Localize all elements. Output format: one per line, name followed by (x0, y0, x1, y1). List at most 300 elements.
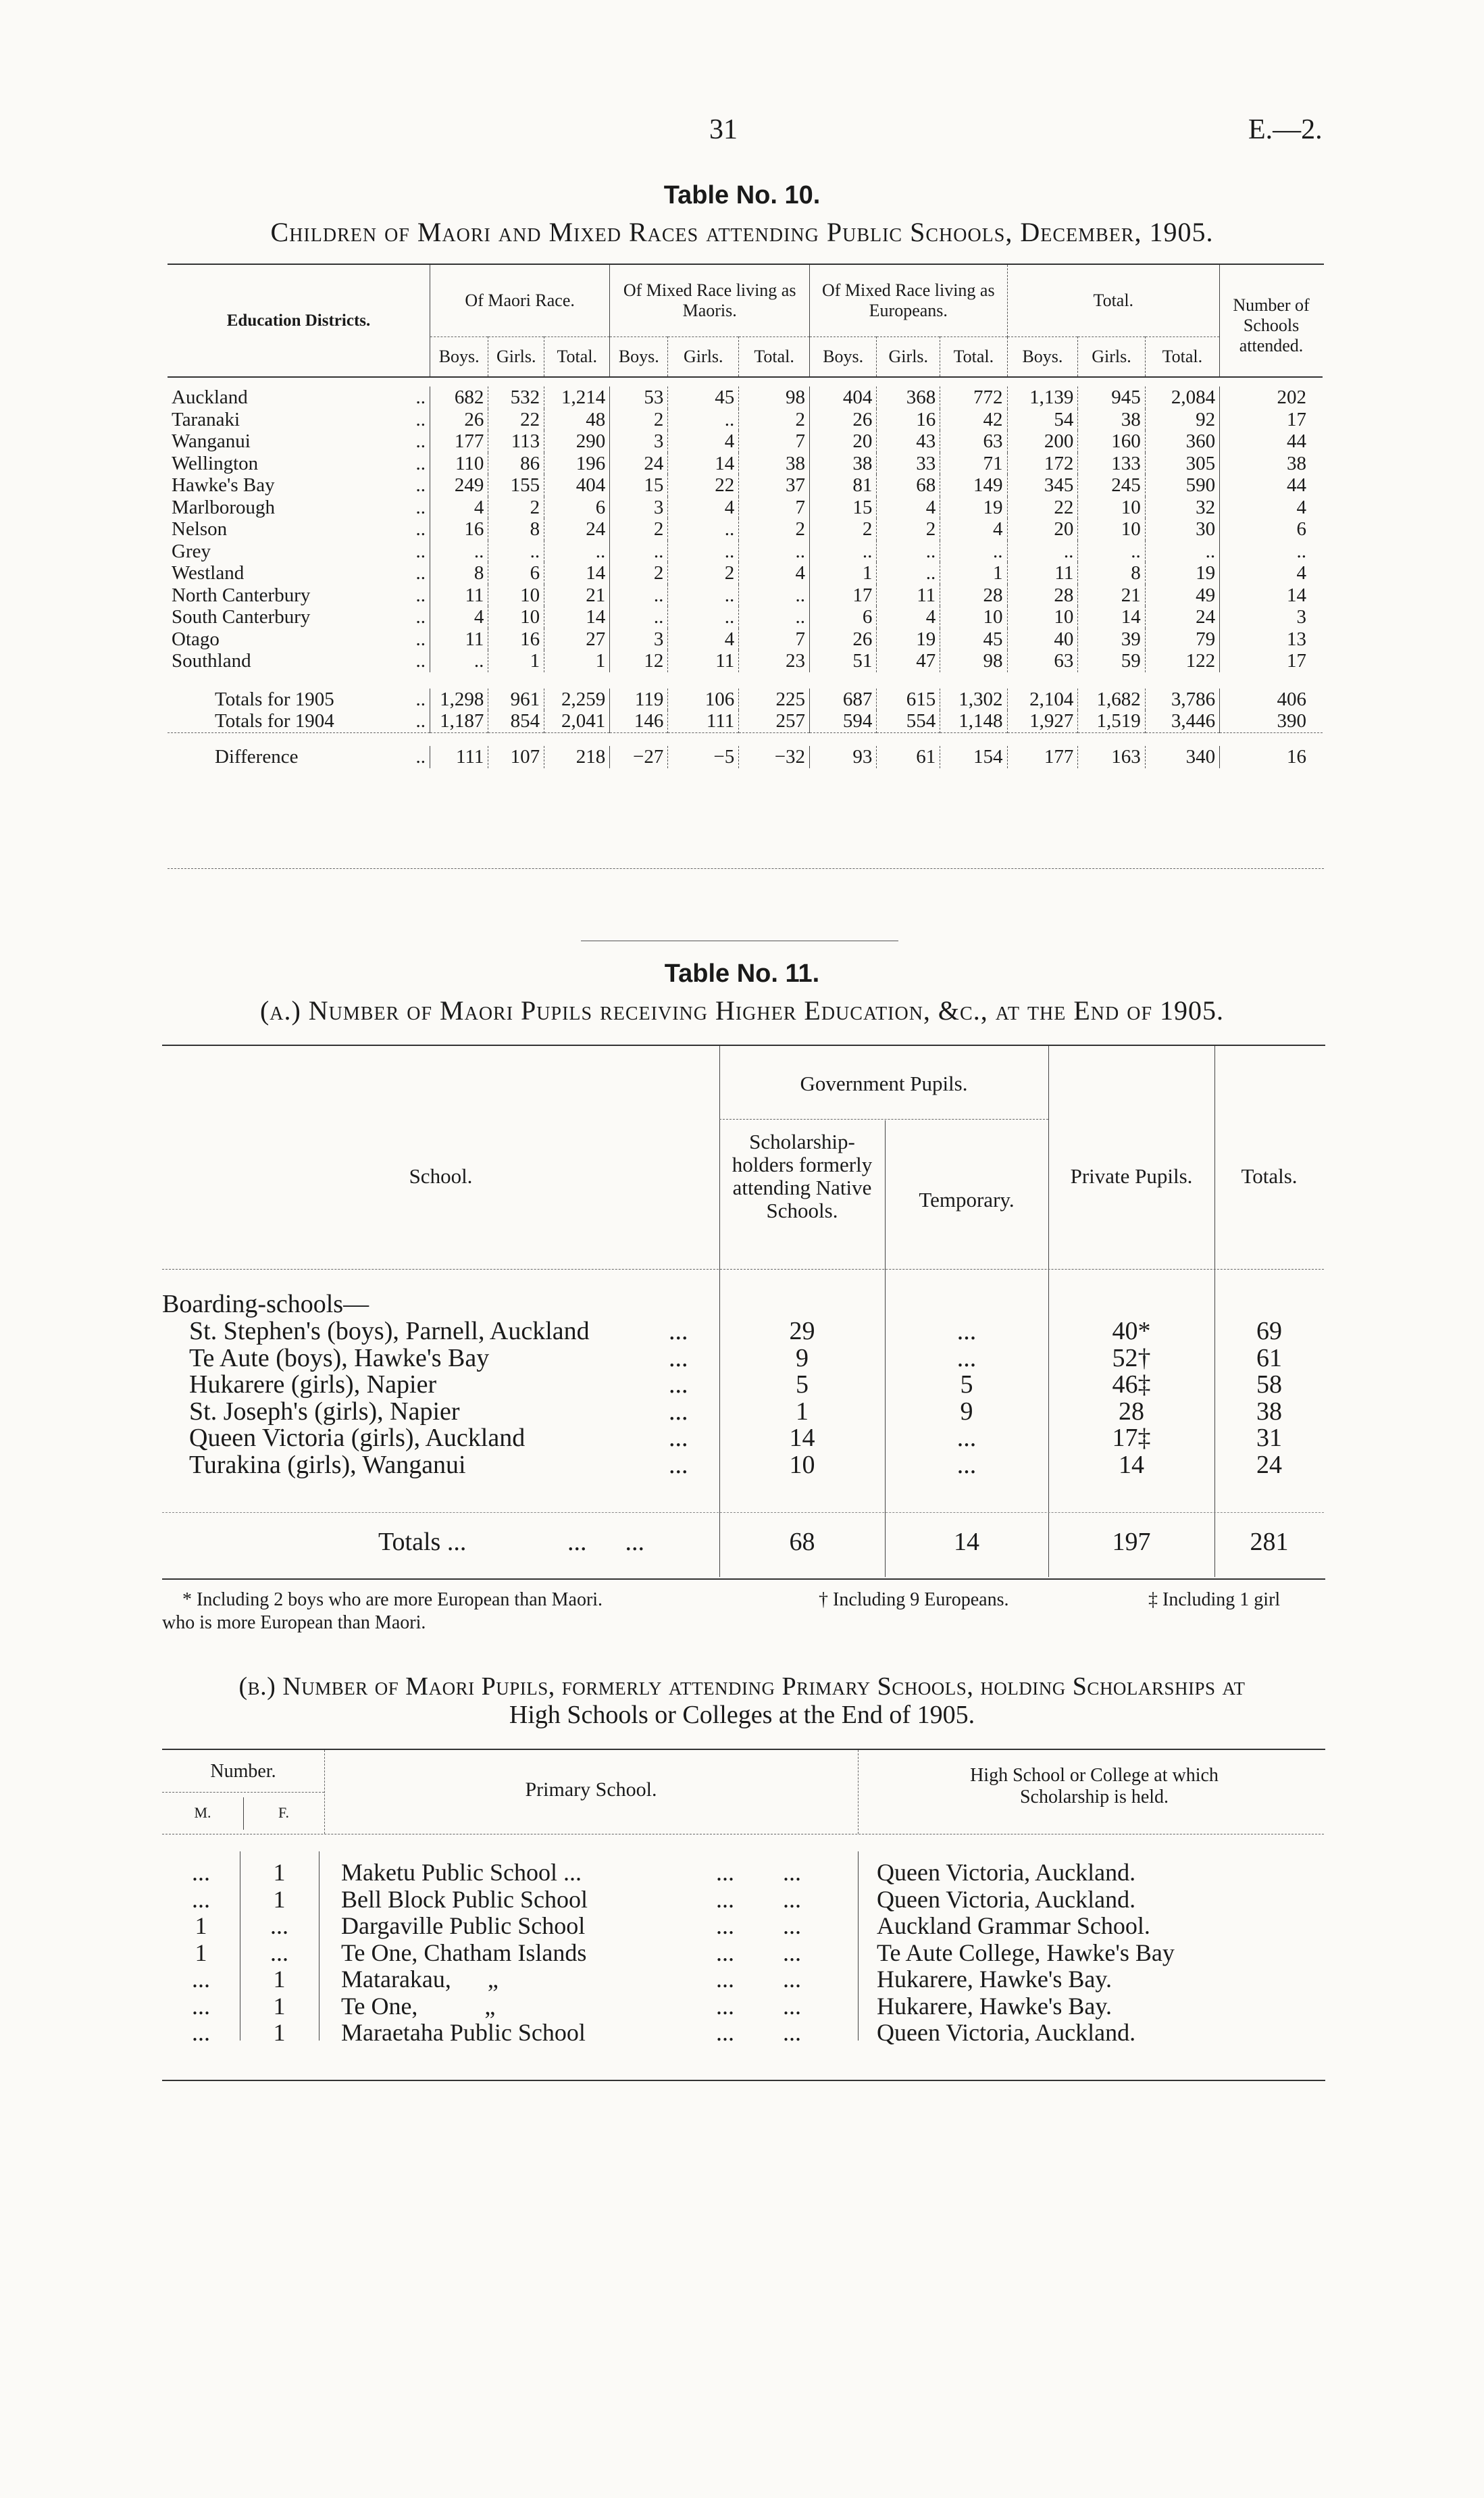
cell: 7 (739, 430, 810, 453)
school-name: Turakina (girls), Wanganui (189, 1450, 466, 1479)
leader-dots: ... ... (716, 1859, 801, 1886)
cell: 11 (1007, 562, 1078, 584)
cell: 1,298 (430, 689, 488, 711)
cell: 345 (1007, 474, 1078, 497)
leader-dots: .. (415, 452, 426, 474)
total-schol: 68 (789, 1528, 815, 1556)
cell: 38 (810, 453, 877, 475)
row-total: 24 (1256, 1450, 1282, 1479)
cell: 27 (544, 628, 610, 651)
cell: 26 (810, 628, 877, 651)
table10-title: Table No. 10. (663, 181, 821, 209)
cell: 3 (610, 628, 668, 651)
cell: 290 (544, 430, 610, 453)
primary-school: Te One, „ (341, 1992, 496, 2020)
totals-label: Totals ... (378, 1528, 467, 1556)
total-private: 197 (1112, 1528, 1151, 1556)
cell: 22 (1007, 497, 1078, 519)
cell: 687 (810, 689, 877, 711)
cell: 24 (1145, 606, 1219, 628)
cell: 119 (610, 689, 668, 711)
cell: 1 (544, 650, 610, 672)
district-row (168, 453, 1323, 475)
cell: .. (430, 541, 488, 563)
leader-dots: ... ... (716, 2019, 801, 2046)
leader-dots: ... (669, 1317, 688, 1345)
temporary-count: ... (956, 1317, 977, 1345)
district-row (168, 497, 1323, 519)
boarding-school-row (162, 1343, 1324, 1370)
cell: 390 (1220, 710, 1323, 732)
totals-dots: ... ... (567, 1528, 644, 1556)
table11-title: Table No. 11. (664, 959, 820, 988)
cell: 196 (544, 453, 610, 475)
table11-subtitle-b2: High Schools or Colleges at the End of 1905. (509, 1701, 975, 1729)
high-school: Hukarere, Hawke's Bay. (877, 1966, 1112, 1993)
district-name: Difference (215, 746, 299, 768)
cell: 8 (430, 562, 488, 584)
cell: 63 (1007, 650, 1078, 672)
subcol-2-2: Total. (940, 336, 1007, 377)
cell: 16 (877, 409, 940, 431)
col-private: Private Pupils. (1070, 1164, 1193, 1188)
district-name: Hawke's Bay (172, 474, 275, 496)
cell: 12 (610, 650, 668, 672)
cell: 594 (810, 710, 877, 732)
cell: 26 (430, 409, 488, 431)
cell: .. (610, 606, 668, 628)
cell: 63 (940, 430, 1007, 453)
cell: 38 (1220, 453, 1323, 475)
row-total: 31 (1256, 1424, 1282, 1452)
row-total: 61 (1256, 1343, 1282, 1372)
col-scholarship: Scholarship-holders formerly attending Native Schools. (732, 1130, 873, 1222)
cell: 17 (1220, 409, 1323, 431)
cell: 11 (430, 628, 488, 651)
leader-dots: .. (415, 650, 426, 672)
district-name: Otago (172, 628, 220, 650)
cell: 44 (1220, 430, 1323, 453)
cell: 6 (810, 606, 877, 628)
scholarship-row (162, 1912, 1324, 1939)
col-f: F. (278, 1804, 289, 1821)
cell: 7 (739, 628, 810, 651)
cell: 1 (810, 562, 877, 584)
cell: 98 (739, 386, 810, 409)
cell: 19 (877, 628, 940, 651)
private-count: 14 (1119, 1450, 1144, 1479)
cell: 3,446 (1145, 710, 1219, 732)
cell: 2 (668, 562, 739, 584)
cell: 2,084 (1145, 386, 1219, 409)
cell: 1,187 (430, 710, 488, 732)
leader-dots: .. (415, 496, 426, 518)
cell: 14 (544, 562, 610, 584)
footnote-3b: who is more European than Maori. (162, 1612, 426, 1633)
cell: 86 (488, 453, 544, 475)
cell: 2,259 (544, 689, 610, 711)
scholarship-count: 1 (796, 1397, 809, 1426)
cell: 61 (877, 746, 940, 768)
cell: 4 (430, 606, 488, 628)
private-count: 46‡ (1112, 1370, 1151, 1399)
subcol-0-1: Girls. (488, 336, 544, 377)
cell: 172 (1007, 453, 1078, 475)
row-total: 69 (1256, 1317, 1282, 1345)
cell: 11 (877, 584, 940, 607)
cell: 10 (1078, 518, 1145, 541)
cell: .. (1220, 541, 1323, 563)
cell: 16 (430, 518, 488, 541)
cell: 49 (1145, 584, 1219, 607)
male-count: 1 (195, 1939, 207, 1966)
cell: .. (739, 606, 810, 628)
boarding-school-row (162, 1450, 1324, 1477)
cell: −5 (668, 746, 739, 768)
cell: 28 (940, 584, 1007, 607)
cell: 11 (668, 650, 739, 672)
scholarship-row (162, 1939, 1324, 1966)
cell: .. (488, 541, 544, 563)
cell: 21 (1078, 584, 1145, 607)
female-count: 1 (273, 1992, 286, 2020)
cell: 257 (739, 710, 810, 732)
district-name: South Canterbury (172, 606, 311, 628)
cell: 340 (1145, 746, 1219, 768)
cell: 37 (739, 474, 810, 497)
cell: 1 (488, 650, 544, 672)
male-count: 1 (195, 1912, 207, 1939)
cell: 54 (1007, 409, 1078, 431)
cell: 225 (739, 689, 810, 711)
cell: 23 (739, 650, 810, 672)
boarding-school-row (162, 1423, 1324, 1450)
col-high: High School or College at which Scholarship is held. (970, 1765, 1219, 1807)
cell: 43 (877, 430, 940, 453)
private-count: 17‡ (1112, 1424, 1151, 1452)
district-row (168, 430, 1323, 453)
table10-subtitle: Children of Maori and Mixed Races attending Public Schools, December, 1905. (270, 217, 1214, 247)
cell: 368 (877, 386, 940, 409)
leader-dots: .. (415, 606, 426, 628)
cell: 107 (488, 746, 544, 768)
female-count: ... (270, 1912, 288, 1939)
district-row (168, 562, 1323, 584)
district-name: Nelson (172, 518, 228, 540)
cell: 554 (877, 710, 940, 732)
cell: 1 (940, 562, 1007, 584)
cell: 10 (488, 584, 544, 607)
col-school: School. (409, 1164, 473, 1188)
table10-bottom-rule (168, 868, 1324, 869)
cell: 53 (610, 386, 668, 409)
cell: .. (877, 541, 940, 563)
cell: 15 (610, 474, 668, 497)
table11a (162, 1046, 1324, 1578)
cell: 7 (739, 497, 810, 519)
cell: 45 (940, 628, 1007, 651)
cell: 245 (1078, 474, 1145, 497)
district-name: Wellington (172, 452, 259, 474)
leader-dots: .. (415, 540, 426, 562)
cell: 3,786 (1145, 689, 1219, 711)
cell: 40 (1007, 628, 1078, 651)
leader-dots: ... (669, 1343, 688, 1372)
district-row (168, 541, 1323, 563)
scholarship-row (162, 1992, 1324, 2019)
cell: 2,041 (544, 710, 610, 732)
cell: 113 (488, 430, 544, 453)
high-school: Queen Victoria, Auckland. (877, 1885, 1136, 1913)
leader-dots: .. (415, 584, 426, 606)
scholarship-row (162, 2018, 1324, 2045)
row-total: 58 (1256, 1370, 1282, 1399)
cell: 4 (739, 562, 810, 584)
cell: 2 (739, 409, 810, 431)
cell: .. (877, 562, 940, 584)
cell: 24 (544, 518, 610, 541)
leader-dots: .. (415, 710, 426, 732)
cell: 32 (1145, 497, 1219, 519)
leader-dots: .. (415, 430, 426, 452)
cell: 45 (668, 386, 739, 409)
primary-school: Te One, Chatham Islands (341, 1939, 587, 1966)
cell: 160 (1078, 430, 1145, 453)
cell: .. (668, 409, 739, 431)
cell: 106 (668, 689, 739, 711)
col-temporary: Temporary. (919, 1188, 1015, 1211)
cell: 39 (1078, 628, 1145, 651)
cell: .. (739, 584, 810, 607)
primary-school: Matarakau, „ (341, 1966, 498, 1993)
subcol-2-0: Boys. (810, 336, 877, 377)
cell: 945 (1078, 386, 1145, 409)
footnote-3: ‡ Including 1 girl (1148, 1589, 1281, 1610)
cell: 149 (940, 474, 1007, 497)
cell: 8 (1078, 562, 1145, 584)
cell: 6 (1220, 518, 1323, 541)
cell: 10 (940, 606, 1007, 628)
female-count: 1 (273, 2019, 286, 2046)
cell: 177 (430, 430, 488, 453)
cell: 122 (1145, 650, 1219, 672)
cell: 155 (488, 474, 544, 497)
cell: 1,139 (1007, 386, 1078, 409)
cell: 772 (940, 386, 1007, 409)
cell: 17 (1220, 650, 1323, 672)
totals-row (168, 689, 1323, 711)
school-name: Queen Victoria (girls), Auckland (189, 1424, 526, 1452)
leader-dots: ... (669, 1424, 688, 1452)
page-number: 31 (709, 114, 738, 145)
cell: 2 (877, 518, 940, 541)
leader-dots: ... (669, 1450, 688, 1479)
private-count: 52† (1112, 1343, 1151, 1372)
district-name: Wanganui (172, 430, 251, 452)
cell: 14 (1078, 606, 1145, 628)
cell: 961 (488, 689, 544, 711)
cell: 19 (1145, 562, 1219, 584)
district-row (168, 584, 1323, 607)
group-mixed-maori: Of Mixed Race living as Maoris. (610, 265, 810, 336)
scholarship-row (162, 1858, 1324, 1885)
cell: 6 (544, 497, 610, 519)
temporary-count: ... (956, 1424, 977, 1452)
high-school: Auckland Grammar School. (877, 1912, 1150, 1939)
high-school: Queen Victoria, Auckland. (877, 1859, 1136, 1886)
cell: 1,682 (1078, 689, 1145, 711)
district-name: Marlborough (172, 496, 276, 518)
cell: 2 (810, 518, 877, 541)
leader-dots: .. (415, 562, 426, 584)
cell: .. (1007, 541, 1078, 563)
cell: 854 (488, 710, 544, 732)
school-name: St. Stephen's (boys), Parnell, Auckland (189, 1317, 590, 1345)
leader-dots: ... (669, 1397, 688, 1426)
leader-dots: .. (415, 474, 426, 496)
cell: 305 (1145, 453, 1219, 475)
leader-dots: .. (415, 518, 426, 540)
cell: 1,519 (1078, 710, 1145, 732)
difference-row (168, 746, 1323, 768)
cell: 71 (940, 453, 1007, 475)
cell: 20 (810, 430, 877, 453)
subcol-2-1: Girls. (877, 336, 940, 377)
total-all: 281 (1250, 1528, 1289, 1556)
male-count: ... (192, 1992, 210, 2020)
cell: 38 (739, 453, 810, 475)
table11-subtitle-b1: (b.) Number of Maori Pupils, formerly attending Primary Schools, holding Scholarships at (238, 1672, 1246, 1701)
table11b (162, 1750, 1324, 2061)
cell: 16 (1220, 746, 1323, 768)
cell: 8 (488, 518, 544, 541)
district-row (168, 518, 1323, 541)
scholarship-count: 9 (796, 1343, 809, 1372)
district-name: Auckland (172, 386, 248, 408)
cell: 133 (1078, 453, 1145, 475)
high-school: Hukarere, Hawke's Bay. (877, 1992, 1112, 2020)
cell: 30 (1145, 518, 1219, 541)
cell: .. (1078, 541, 1145, 563)
cell: .. (739, 541, 810, 563)
boarding-school-row (162, 1397, 1324, 1424)
group-maori: Of Maori Race. (430, 265, 610, 336)
cell: 111 (668, 710, 739, 732)
cell: 16 (488, 628, 544, 651)
cell: 4 (668, 497, 739, 519)
cell: 163 (1078, 746, 1145, 768)
cell: 2 (610, 409, 668, 431)
district-name: Totals for 1904 (215, 710, 334, 732)
cell: 68 (877, 474, 940, 497)
cell: .. (1145, 541, 1219, 563)
leader-dots: .. (415, 746, 426, 768)
boarding-school-row (162, 1370, 1324, 1397)
col-m: M. (194, 1804, 211, 1821)
leader-dots: ... ... (716, 1966, 801, 1993)
cell: 17 (810, 584, 877, 607)
cell: 2 (739, 518, 810, 541)
cell: 15 (810, 497, 877, 519)
school-name: St. Joseph's (girls), Napier (189, 1397, 460, 1426)
cell: 38 (1078, 409, 1145, 431)
cell: 4 (668, 628, 739, 651)
cell: 14 (668, 453, 739, 475)
cell: 51 (810, 650, 877, 672)
district-row (168, 474, 1323, 497)
cell: 98 (940, 650, 1007, 672)
male-count: ... (192, 2019, 210, 2046)
cell: 154 (940, 746, 1007, 768)
cell: 4 (668, 430, 739, 453)
male-count: ... (192, 1885, 210, 1913)
cell: .. (940, 541, 1007, 563)
district-row (168, 386, 1323, 409)
female-count: ... (270, 1939, 288, 1966)
cell: .. (810, 541, 877, 563)
cell: 79 (1145, 628, 1219, 651)
cell: 81 (810, 474, 877, 497)
female-count: 1 (273, 1966, 286, 1993)
leader-dots: ... (669, 1370, 688, 1399)
leader-dots: ... ... (716, 1912, 801, 1939)
district-name: Totals for 1905 (215, 688, 334, 710)
temporary-count: ... (956, 1450, 977, 1479)
subcol-1-2: Total. (739, 336, 810, 377)
high-school: Queen Victoria, Auckland. (877, 2019, 1136, 2046)
subcol-0-0: Boys. (430, 336, 488, 377)
cell: 146 (610, 710, 668, 732)
cell: 4 (877, 497, 940, 519)
cell: 14 (1220, 584, 1323, 607)
cell: 28 (1007, 584, 1078, 607)
cell: 1,214 (544, 386, 610, 409)
cell: 111 (430, 746, 488, 768)
cell: 4 (430, 497, 488, 519)
cell: 13 (1220, 628, 1323, 651)
section-boarding: Boarding-schools— (162, 1290, 369, 1318)
temporary-count: 5 (960, 1370, 973, 1399)
cell: 406 (1220, 689, 1323, 711)
footnote-1: * Including 2 boys who are more European than Maori. (182, 1589, 603, 1610)
cell: 404 (810, 386, 877, 409)
cell: 4 (1220, 497, 1323, 519)
cell: .. (668, 606, 739, 628)
scholarship-count: 5 (796, 1370, 809, 1399)
female-count: 1 (273, 1885, 286, 1913)
district-name: Grey (172, 540, 211, 562)
high-school: Te Aute College, Hawke's Bay (877, 1939, 1175, 1966)
cell: 44 (1220, 474, 1323, 497)
temporary-count: ... (956, 1343, 977, 1372)
cell: 2 (488, 497, 544, 519)
total-temp: 14 (954, 1528, 979, 1556)
cell: 200 (1007, 430, 1078, 453)
school-name: Hukarere (girls), Napier (189, 1370, 437, 1399)
footnote-2: † Including 9 Europeans. (819, 1589, 1009, 1610)
cell: 59 (1078, 650, 1145, 672)
cell: 22 (668, 474, 739, 497)
cell: 22 (488, 409, 544, 431)
scholarship-count: 14 (789, 1424, 815, 1452)
cell: 47 (877, 650, 940, 672)
cell: 26 (810, 409, 877, 431)
cell: 10 (1007, 606, 1078, 628)
cell: 21 (544, 584, 610, 607)
cell: 19 (940, 497, 1007, 519)
primary-school: Maraetaha Public School (341, 2019, 586, 2046)
col-primary: Primary School. (525, 1778, 657, 1801)
